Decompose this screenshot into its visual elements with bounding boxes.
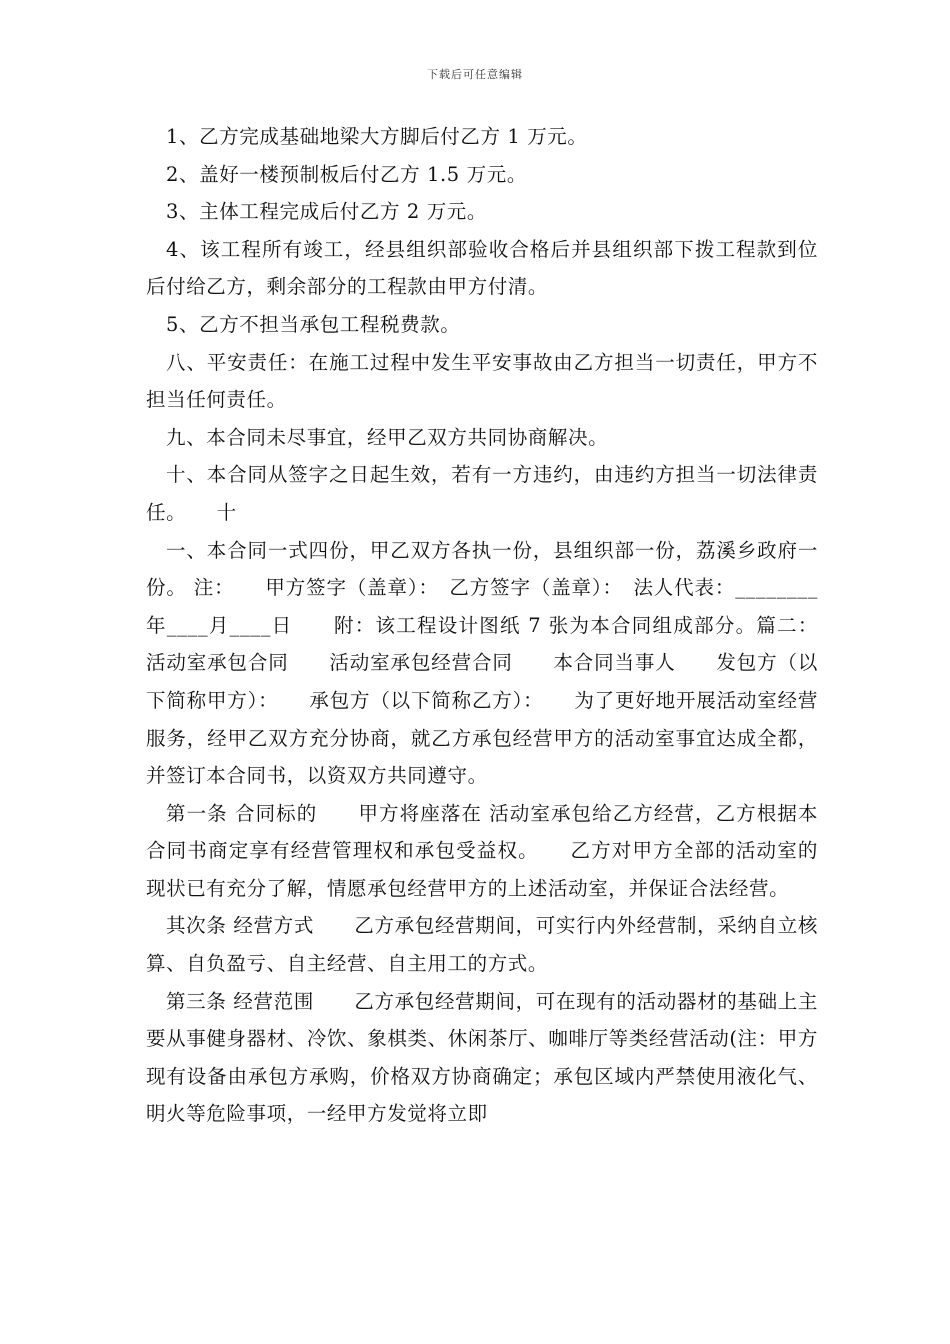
- page-header: 下载后可任意编辑: [427, 68, 523, 81]
- paragraph-payment-3: 3、主体工程完成后付乙方 2 万元。: [166, 200, 488, 224]
- paragraph-copies-and-contract-two: 一、本合同一式四份，甲乙双方各执一份，县组织部一份，荔溪乡政府一份。 注： 甲方签字（盖章）： 乙方签字（盖章）： 法人代表：________年____月____日 附：该工程设计图纸 7 张为本合同组成部分。篇二：活动室承包合同 活动室承包经营合同 本合同当事人 发包方（以下简称甲方）： 承包方（以下简称乙方）： 为了更好地开展活动室经营服务，经甲乙双方充分协商，就乙方承包经营甲方的活动室事宜达成全都，并签订本合同书，以资双方共同遵守。: [146, 538, 818, 788]
- paragraph-payment-1: 1、乙方完成基础地梁大方脚后付乙方 1 万元。: [166, 125, 588, 148]
- paragraph-payment-4: 4、该工程所有竣工，经县组织部验收合格后并县组织部下拨工程款到位后付给乙方，剩余部分的工程款由甲方付清。: [146, 237, 818, 299]
- paragraph-unresolved: 九、本合同未尽事宜，经甲乙双方共同协商解决。: [166, 425, 609, 449]
- document-body: [146, 118, 818, 1133]
- paragraph-payment-5: 5、乙方不担当承包工程税费款。: [166, 312, 461, 336]
- paragraph-payment-2: 2、盖好一楼预制板后付乙方 1.5 万元。: [166, 162, 527, 186]
- paragraph-safety: 八、平安责任：在施工过程中发生平安事故由乙方担当一切责任，甲方不担当任何责任。: [146, 350, 818, 412]
- paragraph-article-1: 第一条 合同标的 甲方将座落在 活动室承包给乙方经营，乙方根据本合同书商定享有经营管理权和承包受益权。 乙方对甲方全部的活动室的现状已有充分了解，情愿承包经营甲方的上述活动室，并保证合法经营。: [146, 801, 818, 900]
- paragraph-effective: 十、本合同从签字之日起生效，若有一方违约，由违约方担当一切法律责任。 十: [146, 463, 818, 524]
- paragraph-article-2: 其次条 经营方式 乙方承包经营期间，可实行内外经营制，采纳自立核算、自负盈亏、自主经营、自主用工的方式。: [146, 914, 818, 976]
- paragraph-article-3: 第三条 经营范围 乙方承包经营期间，可在现有的活动器材的基础上主要从事健身器材、冷饮、象棋类、休闲茶厅、咖啡厅等类经营活动(注：甲方现有设备由承包方承购，价格双方协商确定；承包区域内严禁使用液化气、明火等危险事项，一经甲方发觉将立即: [146, 989, 818, 1126]
